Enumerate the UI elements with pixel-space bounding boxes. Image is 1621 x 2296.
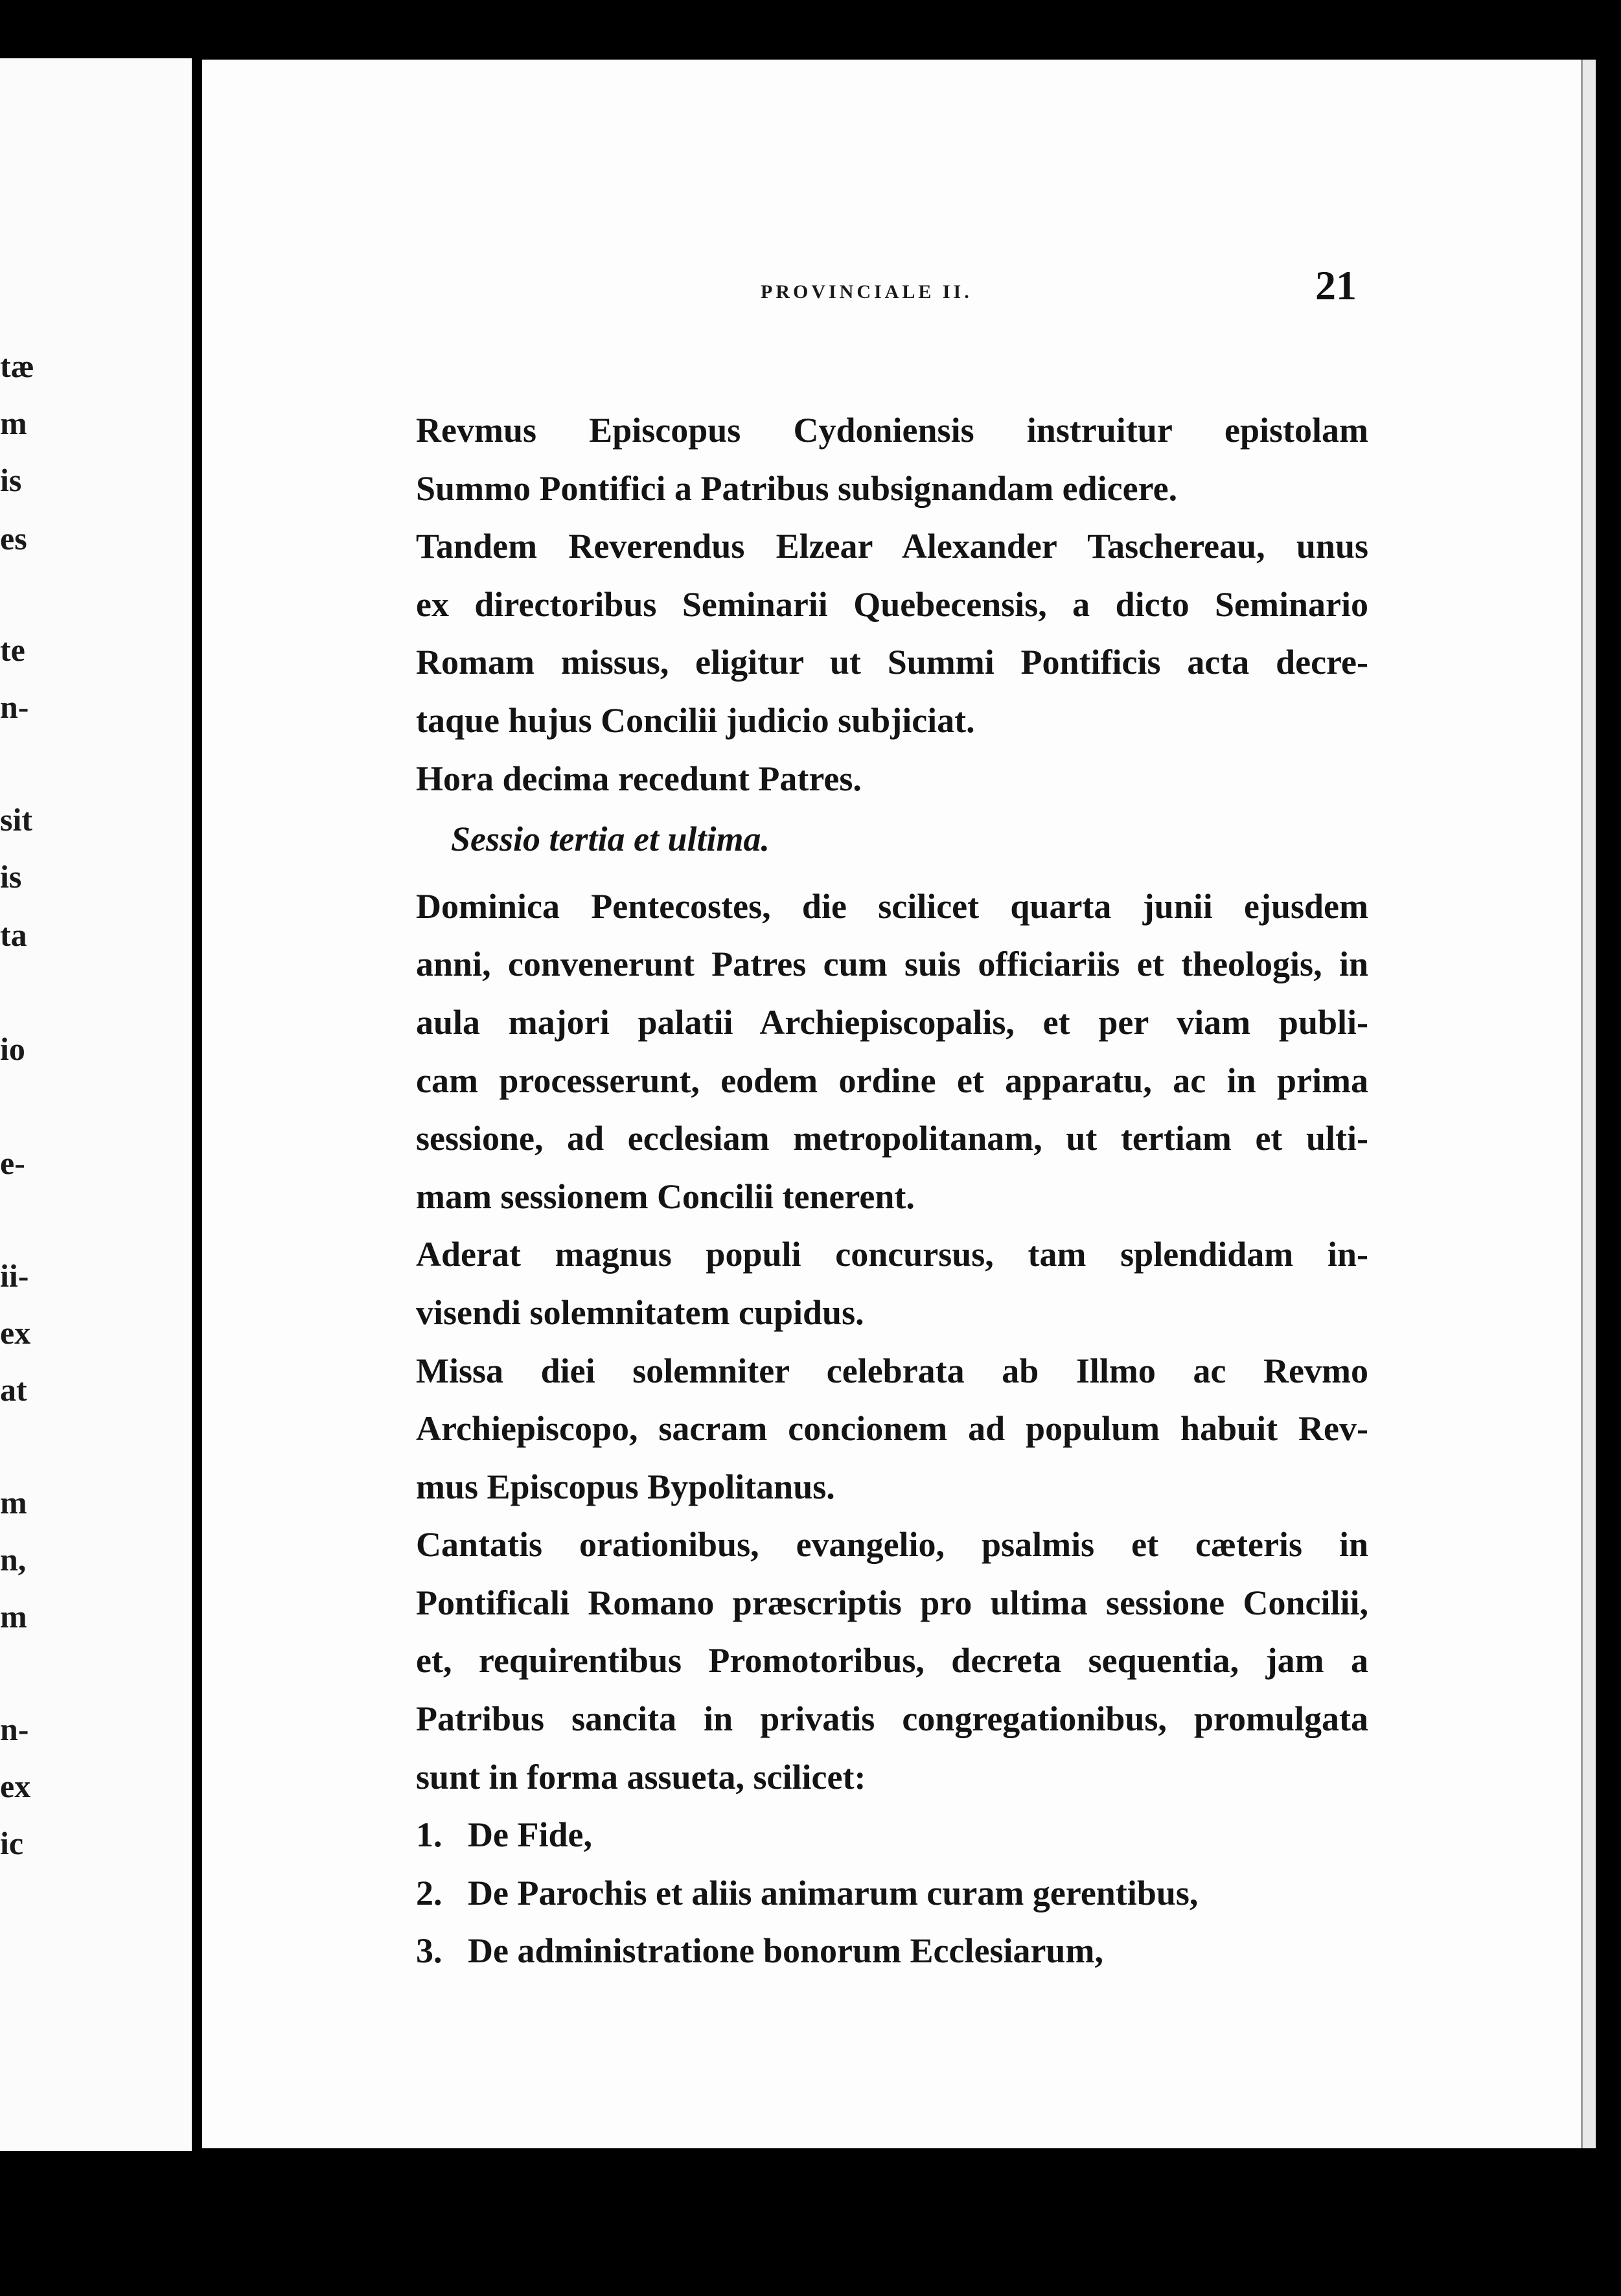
text-line: Archiepiscopo, sacram concionem ad populum habuit Rev- — [416, 1409, 1368, 1449]
previous-page-line-end: es — [0, 520, 27, 557]
text-line: Aderat magnus populi concursus, tam splendidam in- — [416, 1235, 1368, 1274]
previous-page-line-end: ex — [0, 1314, 31, 1351]
text-line: ex directoribus Seminarii Quebecensis, a dicto Seminario — [416, 584, 1368, 624]
list-item — [373, 1922, 1368, 1980]
previous-page-line-end: m — [0, 1484, 27, 1521]
list-item-number: 3. — [416, 1931, 443, 1971]
list-item-number: 2. — [416, 1873, 443, 1912]
text-line: et, requirentibus Promotoribus, decreta sequentia, jam a — [416, 1641, 1368, 1681]
previous-page-line-end: te — [0, 632, 25, 668]
text-line: mus Episcopus Bypolitanus. — [416, 1467, 835, 1506]
list-item-text: De Parochis et aliis animarum curam gerentibus, — [468, 1873, 1199, 1912]
text-line: anni, convenerunt Patres cum suis officiariis et theologis, in — [416, 945, 1368, 984]
paragraph-4 — [373, 878, 1368, 1226]
text-line: aula majori palatii Archiepiscopalis, et per viam publi- — [416, 1002, 1368, 1042]
previous-page-line-end: io — [0, 1031, 25, 1067]
previous-page-line-end: m — [0, 1598, 27, 1635]
previous-page-line-end: tæ — [0, 348, 34, 384]
page-number: 21 — [1315, 262, 1357, 308]
list-item — [373, 1806, 1368, 1865]
text-line: Romam missus, eligitur ut Summi Pontificis acta decre- — [416, 643, 1368, 682]
page-edge — [1581, 60, 1596, 2148]
text-line: Missa diei solemniter celebrata ab Illmo ac Revmo — [416, 1351, 1368, 1390]
text-line: sessione, ad ecclesiam metropolitanam, ut tertiam et ulti- — [416, 1119, 1368, 1158]
paragraph-3 — [373, 750, 1368, 809]
previous-page-line-end: ex — [0, 1768, 31, 1804]
text-line: sunt in forma assueta, scilicet: — [416, 1757, 866, 1797]
section-heading: Sessio tertia et ultima. — [451, 820, 770, 859]
previous-page-line-end: m — [0, 405, 27, 441]
running-head: PROVINCIALE II. — [761, 281, 972, 303]
previous-page-line-end: ta — [0, 917, 27, 953]
previous-page-line-end: n, — [0, 1541, 27, 1578]
paragraph-2 — [373, 518, 1368, 750]
previous-page-line-end: at — [0, 1372, 27, 1408]
list-item — [373, 1865, 1368, 1923]
decree-list — [373, 1806, 1368, 1980]
text-line: taque hujus Concilii judicio subjiciat. — [416, 700, 975, 740]
previous-page-line-end: is — [0, 462, 22, 498]
paragraph-7 — [373, 1516, 1368, 1806]
text-line: Hora decima recedunt Patres. — [416, 759, 862, 798]
text-line: Cantatis orationibus, evangelio, psalmis et cæteris in — [416, 1525, 1368, 1565]
previous-page-line-end: is — [0, 858, 22, 895]
previous-page — [0, 58, 194, 2151]
previous-page-line-end: sit — [0, 801, 32, 838]
list-item-number: 1. — [416, 1815, 443, 1855]
text-line: Summo Pontifici a Patribus subsignandam edicere. — [416, 468, 1178, 508]
text-line: Pontificali Romano præscriptis pro ultima sessione Concilii, — [416, 1583, 1368, 1622]
body-text — [373, 402, 1368, 1980]
paragraph-1 — [373, 402, 1368, 518]
text-line: cam processerunt, eodem ordine et apparatu, ac in prima — [416, 1061, 1368, 1100]
previous-page-line-end: n- — [0, 1711, 29, 1747]
book-page — [202, 60, 1581, 2148]
text-line: visendi solemnitatem cupidus. — [416, 1292, 864, 1332]
book-gutter — [192, 52, 202, 2157]
previous-page-line-end: n- — [0, 689, 29, 725]
list-item-text: De Fide, — [468, 1815, 592, 1855]
text-line: Revmus Episcopus Cydoniensis instruitur epistolam — [416, 411, 1368, 450]
text-line: Dominica Pentecostes, die scilicet quarta junii ejusdem — [416, 886, 1368, 926]
text-line: Tandem Reverendus Elzear Alexander Taschereau, unus — [416, 527, 1368, 566]
previous-page-line-end: ii- — [0, 1257, 29, 1294]
paragraph-6 — [373, 1342, 1368, 1517]
previous-page-line-end: e- — [0, 1145, 25, 1181]
text-line: mam sessionem Concilii tenerent. — [416, 1177, 915, 1216]
text-line: Patribus sancita in privatis congregationibus, promulgata — [416, 1699, 1368, 1739]
paragraph-5 — [373, 1226, 1368, 1342]
list-item-text: De administratione bonorum Ecclesiarum, — [468, 1931, 1103, 1971]
previous-page-line-end: ic — [0, 1825, 24, 1861]
